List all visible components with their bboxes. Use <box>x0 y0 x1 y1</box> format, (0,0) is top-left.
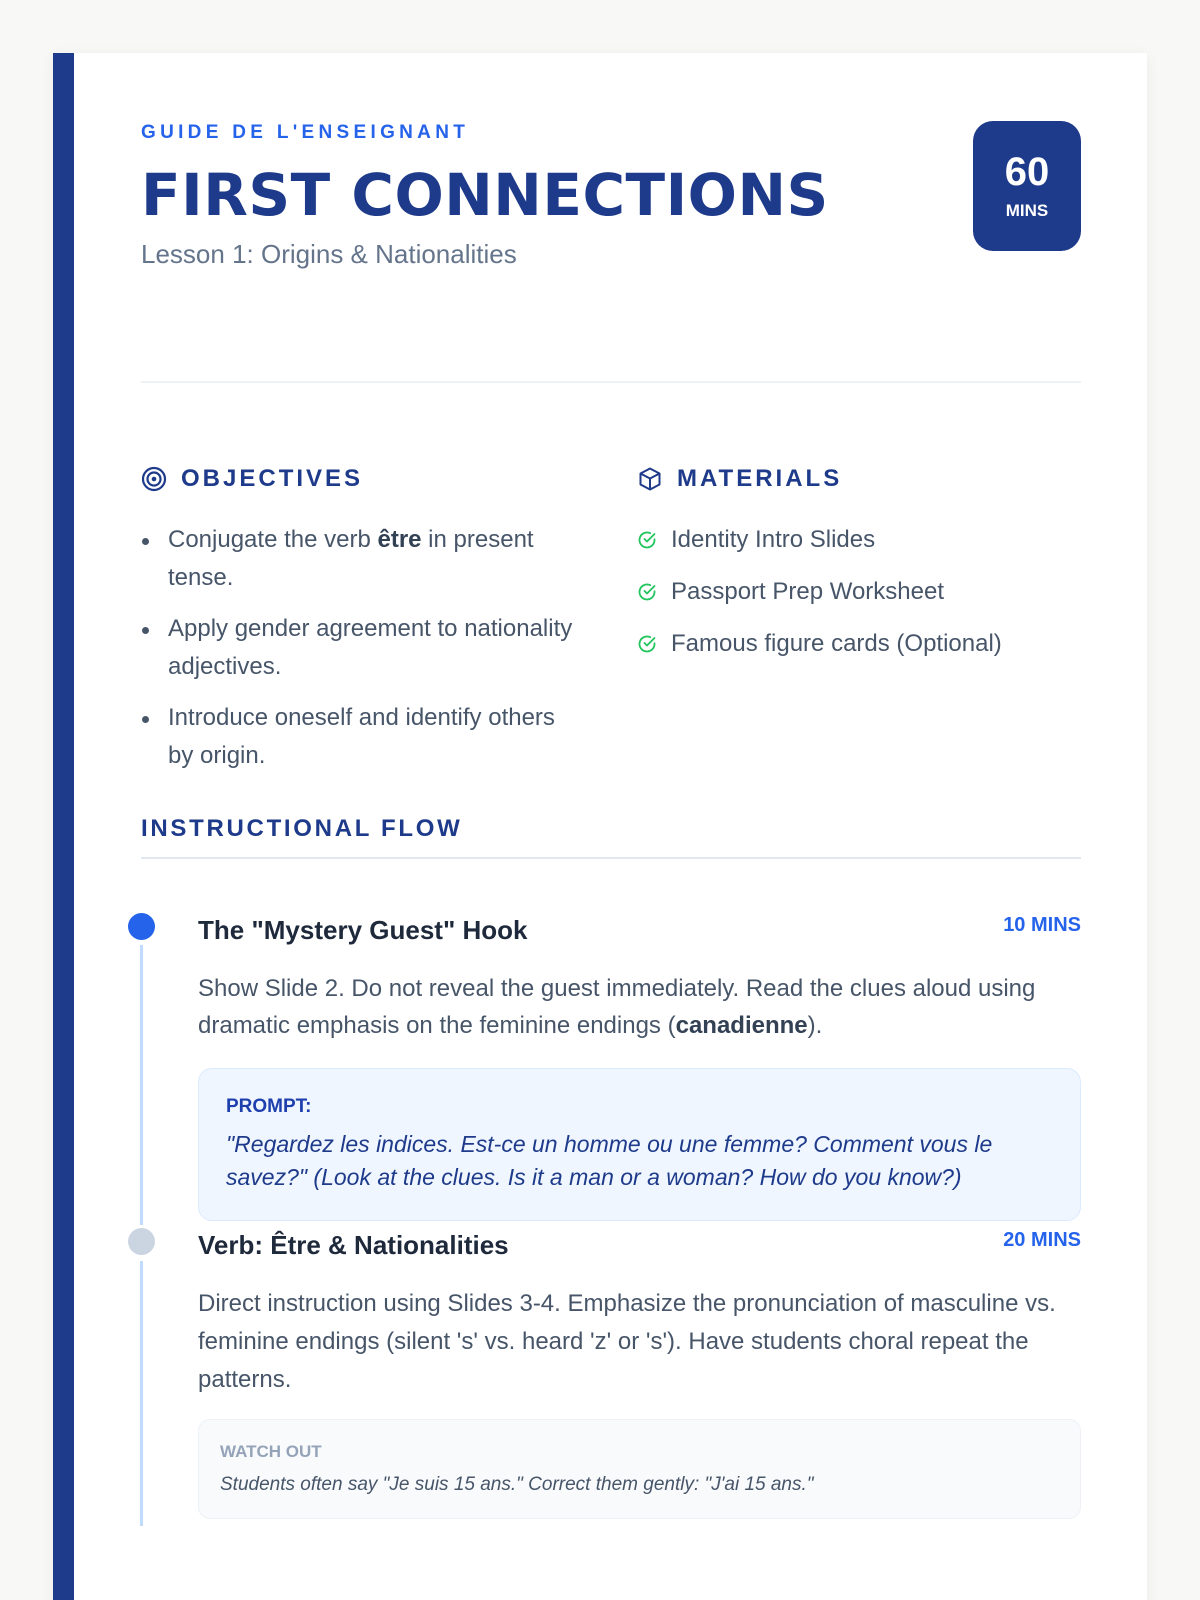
timeline-line <box>140 1261 143 1526</box>
lesson-card <box>53 53 1147 1600</box>
step-description-text: Show Slide 2. Do not reveal the guest immediately. Read the clues aloud using dramatic emphasis on the feminine endings ( <box>198 975 1036 1039</box>
material-label: Passport Prep Worksheet <box>671 578 945 605</box>
materials-label: MATERIALS <box>677 465 843 492</box>
objectives-heading <box>141 461 581 497</box>
lesson-subtitle: Lesson 1: Origins & Nationalities <box>141 239 517 269</box>
material-label: Identity Intro Slides <box>671 526 876 553</box>
check-circle-icon <box>637 582 657 602</box>
box-icon <box>637 466 663 492</box>
objective-emphasis: être <box>377 526 422 553</box>
flow-step-hook <box>141 859 1081 1224</box>
step-description-text: Direct instruction using Slides 3-4. Emphasize the pronunciation of masculine vs. feminine endings (silent 's' vs. heard 'z' or 's'). Have students choral repeat the patterns. <box>198 1290 1056 1393</box>
step-title: Verb: Être & Nationalities <box>198 1230 509 1260</box>
watch-out-callout <box>198 1419 1081 1519</box>
overview-columns <box>141 383 1081 813</box>
duration-value: 60 <box>1004 150 1050 194</box>
step-body <box>198 915 1081 1221</box>
objectives-list <box>141 521 581 775</box>
list-item <box>637 573 1081 611</box>
lesson-content <box>141 53 1081 1584</box>
objective-text: Introduce oneself and identify others by origin. <box>168 704 555 769</box>
target-icon <box>141 466 167 492</box>
list-item <box>141 699 581 775</box>
lesson-header <box>141 53 1081 383</box>
materials-heading <box>637 461 1081 497</box>
objectives-section <box>141 461 581 788</box>
flow-heading: INSTRUCTIONAL FLOW <box>141 813 1081 859</box>
check-circle-icon <box>637 530 657 550</box>
objective-text: Conjugate the verb <box>168 526 378 553</box>
prompt-label: PROMPT: <box>226 1096 312 1117</box>
flow-step-etre <box>141 1224 1081 1584</box>
prompt-callout <box>198 1068 1081 1221</box>
list-item <box>141 610 581 686</box>
timeline-line <box>140 945 143 1225</box>
list-item <box>637 625 1081 663</box>
step-body <box>198 1230 1081 1519</box>
materials-list <box>637 521 1081 663</box>
objectives-label: OBJECTIVES <box>181 465 364 492</box>
list-item <box>637 521 1081 559</box>
objective-text: Apply gender agreement to nationality adjectives. <box>168 615 573 680</box>
prompt-text: "Regardez les indices. Est-ce un homme ou une femme? Comment vous le savez?" (Look at the clues. Is it a man or a woman? How do you know?) <box>226 1131 993 1190</box>
step-description <box>198 1285 1081 1399</box>
duration-badge <box>973 121 1081 251</box>
step-duration: 20 MINS <box>1003 1229 1081 1251</box>
material-label: Famous figure cards (Optional) <box>671 630 1002 657</box>
guide-eyebrow: GUIDE DE L'ENSEIGNANT <box>141 122 470 143</box>
step-description-text: ). <box>807 1012 823 1039</box>
step-description <box>198 970 1081 1044</box>
list-item <box>141 521 581 597</box>
page-title: FIRST CONNECTIONS <box>141 161 829 229</box>
step-title: The "Mystery Guest" Hook <box>198 915 528 945</box>
duration-unit: MINS <box>1005 201 1049 220</box>
timeline-dot-active <box>128 913 155 940</box>
step-duration: 10 MINS <box>1003 914 1081 936</box>
check-circle-icon <box>637 634 657 654</box>
step-description-emphasis: canadienne <box>675 1012 808 1039</box>
materials-section <box>637 461 1081 677</box>
watch-out-text: Students often say "Je suis 15 ans." Correct them gently: "J'ai 15 ans." <box>220 1474 814 1495</box>
objective-text: in present tense. <box>168 526 534 591</box>
watch-out-label: WATCH OUT <box>220 1442 322 1461</box>
timeline-dot-inactive <box>128 1228 155 1255</box>
